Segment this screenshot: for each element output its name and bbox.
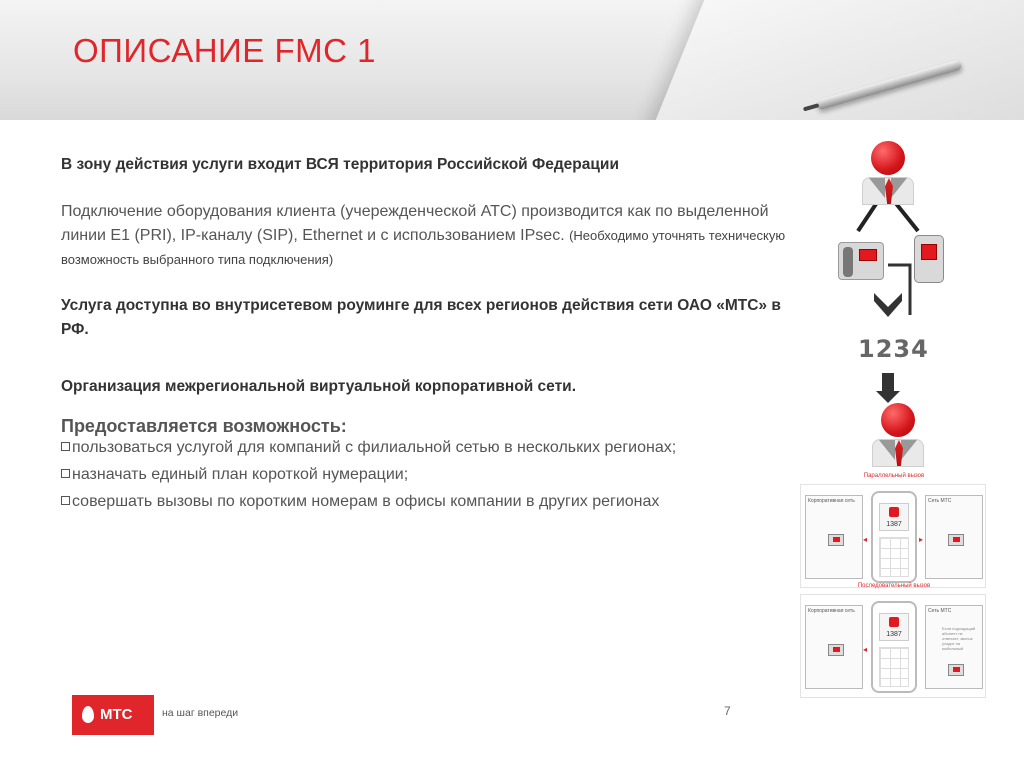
desk-phone-icon — [838, 242, 884, 280]
mobile-phone-icon — [871, 601, 917, 693]
page-number: 7 — [724, 704, 731, 718]
phone-number: 1387 — [886, 521, 902, 528]
panel-title: Сеть МТС — [928, 498, 952, 504]
network-paragraph: Организация межрегиональной виртуальной корпоративной сети. — [61, 378, 577, 395]
corporate-network-panel — [805, 495, 863, 579]
checkbox-bullet-icon — [61, 469, 70, 478]
desk-phone-icon — [828, 534, 844, 546]
mts-network-panel — [925, 605, 983, 689]
short-number-label: 1234 — [858, 335, 929, 363]
desk-phone-icon — [948, 664, 964, 676]
page-title: ОПИСАНИЕ FMC 1 — [73, 32, 376, 69]
mobile-phone-icon — [914, 235, 944, 283]
mts-logo — [72, 695, 154, 735]
mts-egg-icon — [82, 706, 94, 723]
fmc-diagram — [830, 135, 950, 465]
thumbnail-caption: Параллельный вызов — [863, 473, 925, 479]
thumbnail-caption: Последовательный вызов — [857, 583, 931, 589]
person-top-icon — [862, 141, 914, 205]
list-item-text: совершать вызовы по коротким номерам в офисы компании в других регионах — [72, 493, 660, 510]
list-item — [61, 464, 791, 485]
list-item-text: назначать единый план короткой нумерации; — [72, 466, 409, 483]
panel-title: Сеть МТС — [928, 608, 952, 614]
list-item-text: пользоваться услугой для компаний с филиальной сетью в нескольких регионах; — [72, 439, 677, 456]
sequential-call-thumbnail — [800, 583, 986, 698]
roaming-paragraph: Услуга доступна во внутрисетевом роуминге для всех регионов действия сети ОАО «МТС» в РФ. — [61, 297, 781, 338]
corporate-network-panel — [805, 605, 863, 689]
list-item — [61, 437, 791, 458]
connection-note: (Необходимо уточнять техническую возможность выбранного типа подключения) — [61, 228, 786, 267]
desk-phone-icon — [828, 644, 844, 656]
arrow-icon: ▸ — [919, 535, 924, 544]
features-list — [61, 437, 791, 512]
logo-text: МТС — [100, 706, 133, 723]
panel-title: Корпоративная сеть — [808, 498, 855, 504]
person-bottom-icon — [872, 403, 924, 467]
parallel-call-thumbnail — [800, 473, 986, 588]
desk-phone-icon — [948, 534, 964, 546]
coverage-paragraph: В зону действия услуги входит ВСЯ территория Российской Федерации — [61, 156, 619, 173]
slide-content — [61, 153, 791, 518]
features-heading: Предоставляется возможность: — [61, 416, 347, 436]
checkbox-bullet-icon — [61, 496, 70, 505]
connection-text: Подключение оборудования клиента (учережденческой АТС) производится как по выделенной линии Е1 (PRI), IP-каналу (SIP), Ethernet и с использованием IPsec. — [61, 203, 769, 244]
mts-network-panel — [925, 495, 983, 579]
mobile-phone-icon — [871, 491, 917, 583]
list-item — [61, 491, 791, 512]
phone-number: 1387 — [886, 631, 902, 638]
slogan: на шаг впереди — [162, 707, 239, 719]
arrow-icon: ◂ — [863, 645, 868, 654]
panel-title: Корпоративная сеть — [808, 608, 855, 614]
sequential-note: Если подходящий абонент не отвечает, звонок уходит на мобильный — [942, 626, 976, 651]
checkbox-bullet-icon — [61, 442, 70, 451]
arrow-icon: ◂ — [863, 535, 868, 544]
connection-paragraph — [61, 200, 791, 272]
